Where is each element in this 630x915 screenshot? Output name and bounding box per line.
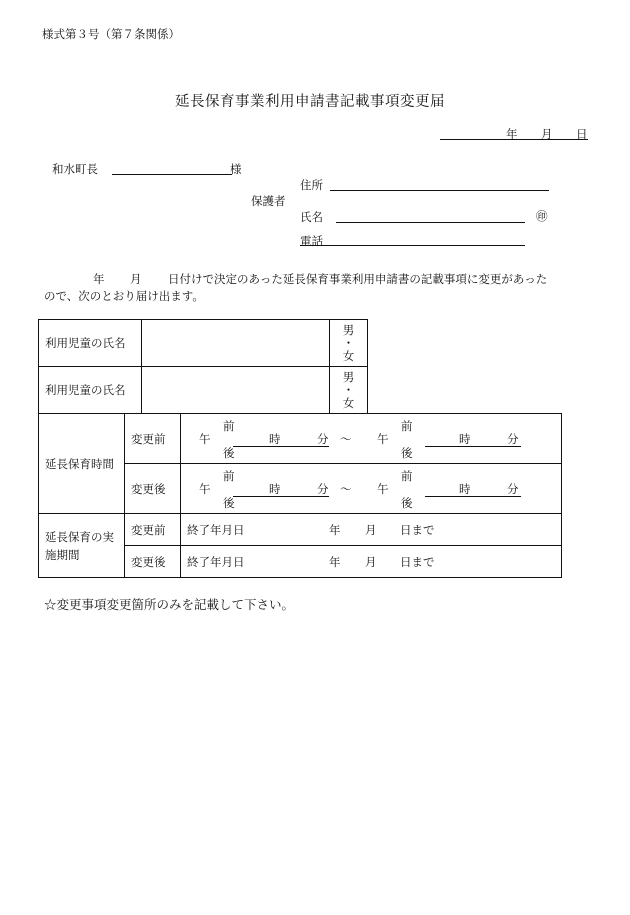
addressee-honorific: 様 — [230, 162, 242, 176]
table-row — [39, 367, 368, 414]
noon-label-2: 午 — [377, 432, 389, 446]
date-day-label: 日 — [576, 127, 588, 141]
sex-male: 男 — [342, 322, 355, 337]
period-label-line1: 延長保育の実 — [45, 529, 114, 544]
row-label-before: 変更前 — [125, 514, 181, 546]
period-until: 日まで — [400, 523, 435, 537]
am-label-2: 前 — [401, 419, 413, 433]
table-row — [39, 320, 368, 367]
seal-mark: ㊞ — [536, 209, 548, 223]
name-input[interactable] — [336, 222, 525, 223]
pm-label: 後 — [223, 496, 235, 510]
sex-select[interactable] — [330, 367, 368, 414]
minute-label: 分 — [317, 482, 329, 496]
pm-label: 後 — [223, 446, 235, 460]
period-label-line2: 施期間 — [45, 547, 80, 562]
table-row — [39, 514, 562, 546]
body-month: 月 — [130, 272, 142, 286]
hour-label: 時 — [269, 432, 281, 446]
am-label: 前 — [223, 469, 235, 483]
applicant-group-label: 保護者 — [251, 194, 286, 208]
row-label-before: 変更前 — [125, 414, 181, 464]
minute-label-2: 分 — [507, 482, 519, 496]
table-row — [39, 414, 562, 464]
end-date-label: 終了年月日 — [187, 523, 245, 537]
extension-table — [38, 413, 562, 578]
body-line2: ので、次のとおり届け出ます。 — [44, 289, 204, 303]
end-date-label: 終了年月日 — [187, 555, 245, 569]
hour-label-2: 時 — [459, 482, 471, 496]
period-month: 月 — [365, 523, 377, 537]
name-label: 氏名 — [300, 210, 323, 224]
form-number: 様式第３号（第７条関係） — [42, 27, 180, 41]
time-input-after[interactable] — [181, 464, 562, 514]
child-name-label: 利用児童の氏名 — [39, 320, 142, 367]
period-until: 日まで — [400, 555, 435, 569]
period-year: 年 — [329, 523, 341, 537]
time-input-before[interactable] — [181, 414, 562, 464]
period-label — [39, 514, 125, 578]
date-year-label: 年 — [506, 127, 518, 141]
period-year: 年 — [329, 555, 341, 569]
page-title: 延長保育事業利用申請書記載事項変更届 — [175, 94, 445, 110]
pm-label-2: 後 — [401, 496, 413, 510]
date-month-label: 月 — [541, 127, 553, 141]
sex-female: 女 — [342, 395, 355, 410]
body-year: 年 — [93, 272, 105, 286]
sex-dot: ・ — [342, 382, 355, 397]
hour-label-2: 時 — [459, 432, 471, 446]
sex-dot: ・ — [342, 335, 355, 350]
period-month: 月 — [365, 555, 377, 569]
am-label-2: 前 — [401, 469, 413, 483]
sex-male: 男 — [342, 369, 355, 384]
child-table — [38, 319, 368, 414]
body-line1: 日付けで決定のあった延長保育事業利用申請書の記載事項に変更があった — [168, 272, 548, 286]
hour-label: 時 — [269, 482, 281, 496]
period-input-before[interactable] — [181, 514, 562, 546]
sex-select[interactable] — [330, 320, 368, 367]
child-name-label: 利用児童の氏名 — [39, 367, 142, 414]
pm-label-2: 後 — [401, 446, 413, 460]
period-input-after[interactable] — [181, 546, 562, 578]
sex-female: 女 — [342, 348, 355, 363]
noon-label: 午 — [199, 482, 211, 496]
am-label: 前 — [223, 419, 235, 433]
row-label-after: 変更後 — [125, 464, 181, 514]
child-name-input[interactable] — [142, 367, 330, 414]
address-label: 住所 — [300, 178, 323, 192]
addressee-town: 和水町長 — [52, 162, 98, 176]
tilde: ～ — [340, 482, 352, 496]
row-label-after: 変更後 — [125, 546, 181, 578]
phone-label: 電話 — [300, 234, 323, 248]
extended-time-label: 延長保育時間 — [39, 414, 125, 514]
minute-label: 分 — [317, 432, 329, 446]
addressee-name-field[interactable] — [112, 174, 232, 175]
noon-label-2: 午 — [377, 482, 389, 496]
noon-label: 午 — [199, 432, 211, 446]
phone-input[interactable] — [300, 245, 525, 246]
minute-label-2: 分 — [507, 432, 519, 446]
tilde: ～ — [340, 432, 352, 446]
footnote: ☆変更事項変更箇所のみを記載して下さい。 — [44, 597, 295, 612]
address-input[interactable] — [330, 190, 549, 191]
child-name-input[interactable] — [142, 320, 330, 367]
